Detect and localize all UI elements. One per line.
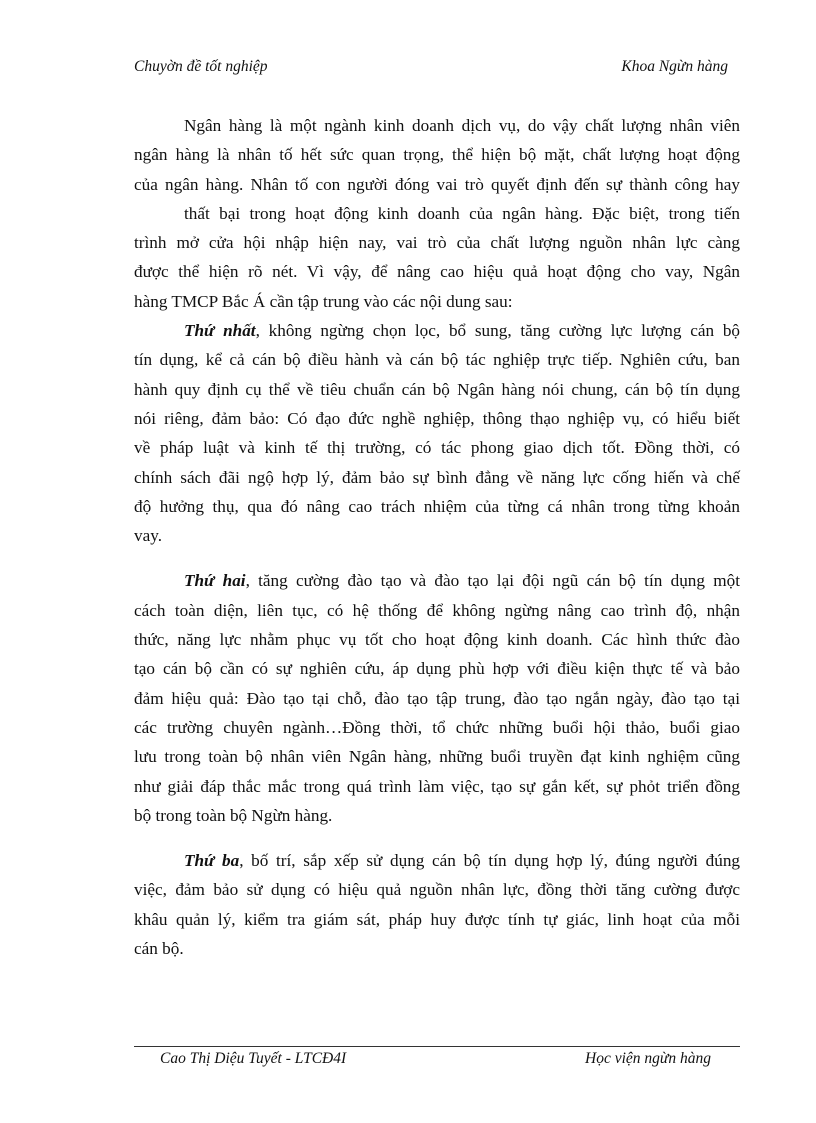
text-line xyxy=(134,228,740,257)
line-text: cách toàn diện, liên tục, có hệ thống để không ngừng nâng cao trình độ, nhận xyxy=(134,600,740,620)
line-text: như giải đáp thắc mắc trong quá trình làm việc, tạo sự gắn kết, sự phỏt triển đồng xyxy=(134,776,740,796)
line-text: về pháp luật và kinh tế thị trường, có tác phong giao dịch tốt. Đồng thời, có xyxy=(134,438,740,458)
line-text: được thể hiện rõ nét. Vì vậy, để nâng cao hiệu quả hoạt động cho vay, Ngân xyxy=(134,262,740,282)
line-text: đảm hiệu quả: Đào tạo tại chỗ, đào tạo tập trung, đào tạo ngắn ngày, đào tạo tại xyxy=(134,688,740,708)
text-line xyxy=(134,846,740,875)
line-text: thức, năng lực nhằm phục vụ tốt cho hoạt động kinh doanh. Các hình thức đào xyxy=(134,630,740,650)
paragraph xyxy=(134,111,740,316)
text-line xyxy=(134,433,740,462)
line-text: Ngân hàng là một ngành kinh doanh dịch vụ, do vậy chất lượng nhân viên xyxy=(184,116,740,135)
line-text: bộ trong toàn bộ Ngừn hàng. xyxy=(134,805,333,825)
line-text: hàng TMCP Bắc Á cần tập trung vào các nội dung sau: xyxy=(134,291,513,311)
text-line xyxy=(134,287,740,316)
text-line xyxy=(134,905,740,934)
text-line xyxy=(134,345,740,374)
line-text: của ngân hàng. Nhân tố con người đóng vai trò quyết định đến sự thành công hay xyxy=(134,174,740,194)
text-line xyxy=(134,625,740,654)
text-line xyxy=(134,111,740,140)
line-text: độ hưởng thụ, qua đó nâng cao trách nhiệm của từng cá nhân trong từng khoản xyxy=(134,496,740,516)
text-line xyxy=(134,140,740,169)
text-line xyxy=(134,404,740,433)
paragraph xyxy=(134,846,740,963)
line-text: , bố trí, sắp xếp sử dụng cán bộ tín dụng hợp lý, đúng người đúng xyxy=(239,851,741,871)
text-line xyxy=(134,316,740,345)
line-text: tín dụng, kể cả cán bộ điều hành và cán bộ tác nghiệp trực tiếp. Nghiên cứu, ban xyxy=(134,350,740,370)
text-line xyxy=(134,492,740,521)
line-text: trình mở cửa hội nhập hiện nay, vai trò của chất lượng nguồn nhân lực càng xyxy=(134,233,740,253)
paragraph-lead: Thứ ba xyxy=(184,851,240,871)
line-text: tạo cán bộ cần có sự nghiên cứu, áp dụng phù hợp với điều kiện thực tế và bảo xyxy=(134,659,740,679)
text-line xyxy=(134,375,740,404)
line-text: nói riêng, đảm bảo: Có đạo đức nghề nghiệp, thông thạo nghiệp vụ, có hiểu biết xyxy=(134,408,740,428)
line-text: các trường chuyên ngành…Đồng thời, tổ chức những buổi hội thảo, buổi giao xyxy=(134,717,740,737)
text-line xyxy=(134,742,740,771)
text-line xyxy=(134,170,740,199)
text-line xyxy=(134,713,740,742)
text-line xyxy=(134,257,740,286)
line-text: chính sách đãi ngộ hợp lý, đảm bảo sự bình đẳng về năng lực cống hiến và chế xyxy=(134,467,740,487)
footer-institution: Học viện ngừn hàng xyxy=(585,1050,711,1067)
paragraph-lead: Thứ hai xyxy=(184,571,246,591)
text-line xyxy=(134,934,740,963)
line-text: cán bộ. xyxy=(134,939,184,959)
paragraph-lead: Thứ nhất xyxy=(184,321,256,341)
text-line xyxy=(134,772,740,801)
line-text: , không ngừng chọn lọc, bổ sung, tăng cường lực lượng cán bộ xyxy=(255,321,741,341)
paragraph xyxy=(134,316,740,550)
text-line xyxy=(134,199,740,228)
text-line xyxy=(134,566,740,595)
line-text: hành quy định cụ thể về tiêu chuẩn cán bộ Ngân hàng nói chung, cán bộ tín dụng xyxy=(134,379,740,399)
paragraph xyxy=(134,566,740,830)
line-text: việc, đảm bảo sử dụng có hiệu quả nguồn nhân lực, đồng thời tăng cường được xyxy=(134,880,740,900)
header-left: Chuyờn đề tốt nghiệp xyxy=(134,58,268,75)
text-line xyxy=(134,521,740,550)
text-line xyxy=(134,875,740,904)
footer-divider xyxy=(134,1046,740,1047)
line-text: , tăng cường đào tạo và đào tạo lại đội ngũ cán bộ tín dụng một xyxy=(245,571,740,591)
line-text: vay. xyxy=(134,526,162,546)
header-right: Khoa Ngừn hàng xyxy=(621,58,728,75)
document-body xyxy=(134,111,740,963)
footer-author: Cao Thị Diệu Tuyết - LTCĐ4I xyxy=(160,1050,347,1067)
text-line xyxy=(134,684,740,713)
text-line xyxy=(134,801,740,830)
line-text: lưu trong toàn bộ nhân viên Ngân hàng, những buổi truyền đạt kinh nghiệm cũng xyxy=(134,747,740,767)
text-line xyxy=(134,463,740,492)
line-text: khâu quản lý, kiểm tra giám sát, pháp huy được tính tự giác, linh hoạt của mỗi xyxy=(134,909,740,929)
text-line xyxy=(134,654,740,683)
text-line xyxy=(134,596,740,625)
line-text: ngân hàng là nhân tố hết sức quan trọng, thể hiện bộ mặt, chất lượng hoạt động xyxy=(134,145,740,165)
line-text: thất bại trong hoạt động kinh doanh của ngân hàng. Đặc biệt, trong tiến xyxy=(184,203,740,223)
